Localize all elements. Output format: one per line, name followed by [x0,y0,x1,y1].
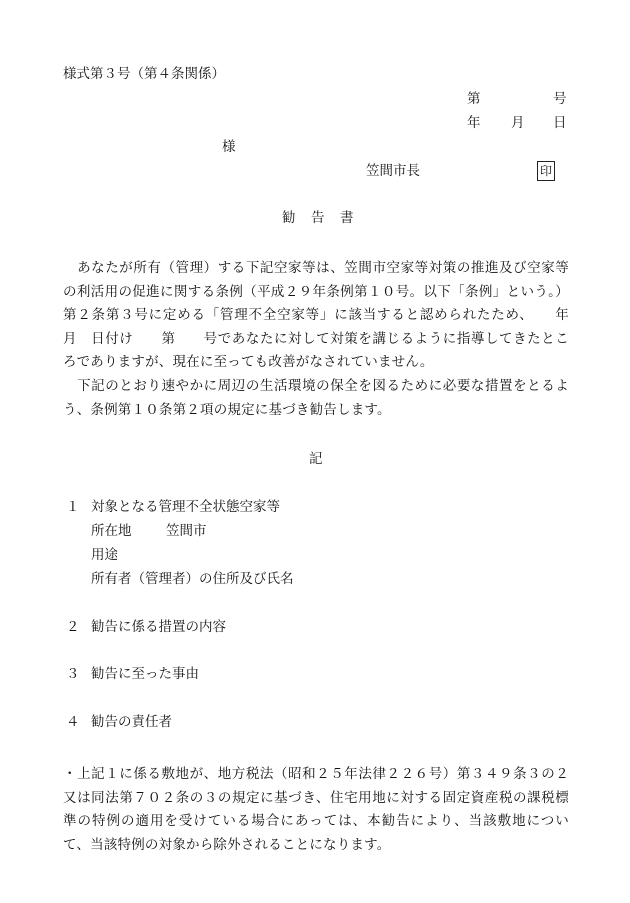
ki-heading: 記 [309,451,323,467]
item-title: 勧告に係る措置の内容 [91,619,226,635]
date-month: 月 [511,115,525,131]
addressee-suffix: 様 [222,139,236,155]
body-paragraph: 下記のとおり速やかに周辺の生活環境の保全を図るために必要な措置をとるよう、条例第１０条第２項の規定に基づき勧告します。 [63,378,569,418]
date-year: 年 [467,115,481,131]
issuer-name: 笠間市長 [366,163,420,179]
footnote-paragraph: ・上記１に係る敷地が、地方税法（昭和２５年法律２２６号）第３４９条３の２又は同法第７０２条の３の規定に基づき、住宅用地に対する固定資産税の課税標準の特例の適用を受けている場合にあっては、本勧告により、当該敷地について、当該特例の対象から除外されることになります。 [63,766,569,853]
body-paragraph: あなたが所有（管理）する下記空家等は、笠間市空家等対策の推進及び空家等の利活用の促進に関する条例（平成２９年条例第１０号。以下「条例」という。）第２条第３号に定める「管理不全空家等」に該当すると認められたため、 年 月 日付け 第 号であなたに対して対策を講じるように指導してきたところでありますが、現在に至っても改善がなされていません。 [63,260,597,370]
sub-item-label: 所在地 [91,523,132,539]
item-title: 対象となる管理不全状態空家等 [91,499,280,515]
number-suffix: 号 [553,91,567,107]
item-number: １ [66,499,80,515]
item-title: 勧告に至った事由 [91,666,199,682]
date-day: 日 [553,115,567,131]
seal-stamp: 印 [537,161,555,181]
item-number: ２ [66,619,80,635]
sub-item-label: 用途 [91,547,118,563]
sub-item-value: 笠間市 [166,523,207,539]
number-prefix: 第 [467,91,481,107]
item-title: 勧告の責任者 [91,714,172,730]
form-label: 様式第３号（第４条関係） [63,66,225,82]
document-title: 勧 告 書 [282,210,355,226]
item-number: ３ [66,666,80,682]
item-number: ４ [66,714,80,730]
sub-item-label: 所有者（管理者）の住所及び氏名 [91,571,294,587]
